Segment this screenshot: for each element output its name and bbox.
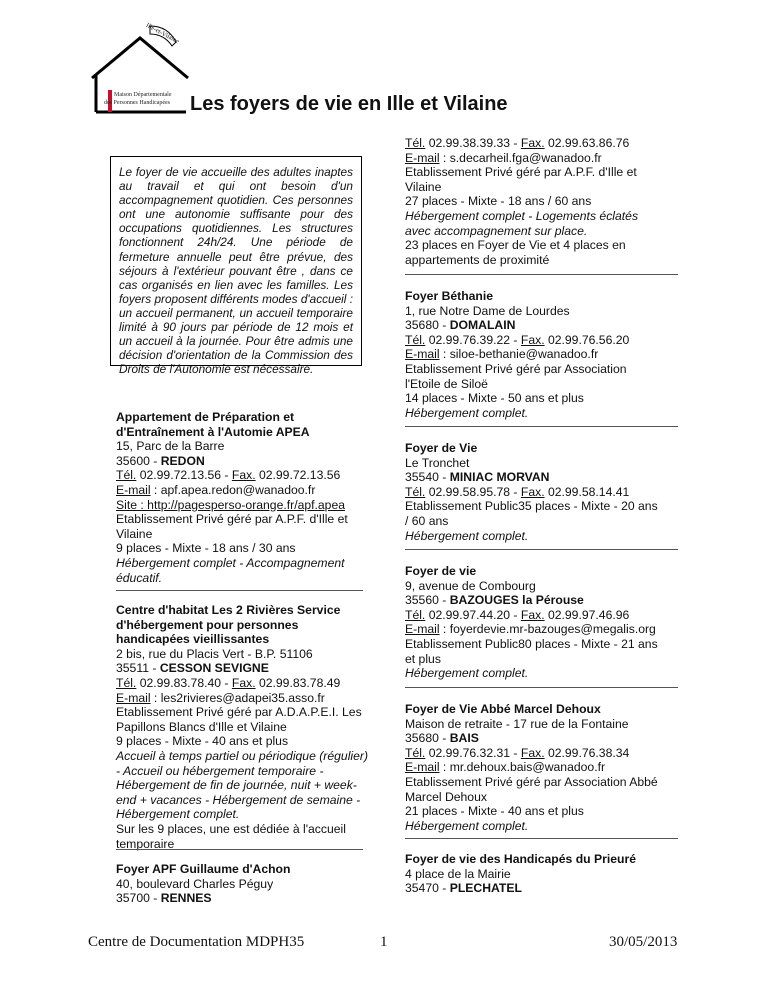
divider bbox=[405, 687, 678, 688]
entry-hebergement: Hébergement complet - Accompagnement bbox=[116, 555, 345, 570]
entry-city-line: 35680 - DOMALAIN bbox=[405, 318, 516, 333]
entry-apea bbox=[116, 410, 368, 585]
entry-hebergement: Hébergement complet. bbox=[116, 807, 240, 822]
entry-email-line: E-mail : s.decarheil.fga@wanadoo.fr bbox=[405, 150, 602, 165]
entry-name: Foyer Béthanie bbox=[405, 289, 494, 303]
entry-status: Etablissement Privé géré par A.P.F. d'Ille et bbox=[405, 165, 637, 180]
footer-date: 30/05/2013 bbox=[609, 934, 678, 950]
entry-note: temporaire bbox=[116, 836, 175, 851]
entry-address: Maison de retraite - 17 rue de la Fontaine bbox=[405, 716, 629, 731]
fax-label: Fax. bbox=[520, 607, 545, 622]
entry-address: 15, Parc de la Barre bbox=[116, 439, 225, 454]
entry-name: handicapées vieillissantes bbox=[116, 632, 270, 647]
entry-address: 40, boulevard Charles Péguy bbox=[116, 876, 274, 891]
entry-bethanie bbox=[405, 289, 680, 420]
footer-page-number: 1 bbox=[380, 934, 388, 950]
fax-label: Fax. bbox=[231, 468, 256, 483]
entry-address: Le Tronchet bbox=[405, 455, 470, 470]
tel-label: Tél. bbox=[405, 745, 426, 760]
entry-address: 4 place de la Mairie bbox=[405, 866, 511, 881]
fax-label: Fax. bbox=[231, 675, 256, 690]
logo-text-line1: Maison Départementale bbox=[114, 92, 172, 98]
entry-phone-line: Tél. 02.99.76.32.31 - Fax. 02.99.76.38.34 bbox=[405, 745, 630, 760]
entry-status: / 60 ans bbox=[405, 513, 449, 528]
tel-label: Tél. bbox=[405, 484, 426, 499]
entry-hebergement: Hébergement complet. bbox=[405, 528, 529, 543]
entry-phone-line: Tél. 02.99.72.13.56 - Fax. 02.99.72.13.56 bbox=[116, 468, 341, 483]
email-link[interactable]: E-mail bbox=[405, 347, 440, 362]
intro-text: Le foyer de vie accueille des adultes inaptes au travail et qui ont besoin d'un accompagnement quotidien. Ces personnes ont une autonomie suffisante pour des occupations quotidiennes. Les structures fonctionnent 24h/24. Une période de fermeture annuelle peut être prévue, des séjours à l'extérieur pouvant être , dans ce cas organisés en lien avec les familles. Les foyers proposent différents modes d'accueil : un accueil permanent, un accueil temporaire limité à 90 jours par période de 12 mois et un accueil à la journée. Pour être admis une décision d'orientation de la Commission des Droits de l'Autonomie est nécessaire. bbox=[119, 165, 353, 377]
entry-status: Etablissement Privé géré par A.D.A.P.E.I. Les bbox=[116, 705, 362, 720]
entry-status: Papillons Blancs d'Ille et Vilaine bbox=[116, 719, 287, 734]
entry-status: Etablissement Privé géré par Association bbox=[405, 361, 627, 376]
entry-places: 21 places - Mixte - 40 ans et plus bbox=[405, 804, 584, 819]
entry-name: Foyer de vie des Handicapés du Prieuré bbox=[405, 852, 636, 866]
entry-phone-line: Tél. 02.99.83.78.40 - Fax. 02.99.83.78.49 bbox=[116, 675, 341, 690]
entry-places: 27 places - Mixte - 18 ans / 60 ans bbox=[405, 194, 592, 209]
entry-status: Etablissement Public35 places - Mixte - 20 ans bbox=[405, 499, 658, 514]
entry-name: Foyer APF Guillaume d'Achon bbox=[116, 862, 291, 876]
entry-hebergement: Hébergement complet - Logements éclatés bbox=[405, 208, 639, 223]
tel-label: Tél. bbox=[405, 607, 426, 622]
entry-name: d'Entraînement à l'Automie APEA bbox=[116, 424, 310, 439]
mdph-logo bbox=[88, 20, 196, 116]
email-link[interactable]: E-mail bbox=[116, 482, 151, 497]
tel-label: Tél. bbox=[405, 332, 426, 347]
divider bbox=[405, 274, 678, 275]
entry-hebergement: Hébergement complet. bbox=[405, 666, 529, 681]
entry-city: REDON bbox=[160, 453, 205, 468]
entry-city-line: 35511 - CESSON SEVIGNE bbox=[116, 661, 269, 676]
entry-city: RENNES bbox=[160, 891, 212, 906]
entry-city-line: 35600 - REDON bbox=[116, 453, 205, 468]
page-title: Les foyers de vie en Ille et Vilaine bbox=[190, 93, 508, 115]
fax-label: Fax. bbox=[520, 484, 545, 499]
entry-phone-line: Tél. 02.99.76.39.22 - Fax. 02.99.76.56.20 bbox=[405, 332, 630, 347]
entry-miniac bbox=[405, 441, 680, 543]
entry-achon-cont bbox=[405, 136, 680, 267]
entry-bazouges bbox=[405, 564, 680, 681]
fax-label: Fax. bbox=[520, 136, 545, 150]
entry-city-line: 35540 - MINIAC MORVAN bbox=[405, 470, 550, 485]
entry-note: Sur les 9 places, une est dédiée à l'accueil bbox=[116, 821, 346, 836]
entry-hebergement: end + vacances - Hébergement de semaine - bbox=[116, 792, 361, 807]
entry-city: BAZOUGES la Pérouse bbox=[449, 593, 584, 608]
divider bbox=[116, 590, 363, 591]
entry-places: 9 places - Mixte - 40 ans et plus bbox=[116, 734, 289, 749]
entry-address: 1, rue Notre Dame de Lourdes bbox=[405, 303, 570, 318]
email-link[interactable]: E-mail bbox=[405, 760, 440, 775]
entry-name: Centre d'habitat Les 2 Rivières Service bbox=[116, 603, 341, 617]
entry-places: 9 places - Mixte - 18 ans / 30 ans bbox=[116, 541, 296, 556]
entry-status: et plus bbox=[405, 651, 441, 666]
entry-note: appartements de proximité bbox=[405, 252, 550, 267]
entry-note: 23 places en Foyer de Vie et 4 places en bbox=[405, 238, 626, 253]
entry-status: Etablissement Privé géré par A.P.F. d'Ille et bbox=[116, 512, 348, 527]
entry-city: BAIS bbox=[449, 731, 479, 746]
entry-status: Vilaine bbox=[405, 179, 442, 194]
entry-bais bbox=[405, 702, 680, 833]
email-link[interactable]: E-mail bbox=[405, 150, 440, 165]
divider bbox=[116, 849, 363, 850]
entry-city-line: 35560 - BAZOUGES la Pérouse bbox=[405, 593, 584, 608]
entry-email-line: E-mail : foyerdevie.mr-bazouges@megalis.org bbox=[405, 622, 656, 637]
entry-city: MINIAC MORVAN bbox=[449, 470, 550, 485]
entry-name: Appartement de Préparation et bbox=[116, 410, 295, 424]
entry-site-line bbox=[116, 498, 368, 513]
entry-email-line: E-mail : apf.apea.redon@wanadoo.fr bbox=[116, 482, 316, 497]
entry-name: Foyer de vie bbox=[405, 564, 477, 578]
footer-source: Centre de Documentation MDPH35 bbox=[88, 934, 305, 950]
entry-hebergement: éducatif. bbox=[116, 570, 163, 585]
entry-email-line: E-mail : mr.dehoux.bais@wanadoo.fr bbox=[405, 760, 606, 775]
entry-hebergement: Hébergement complet. bbox=[405, 818, 529, 833]
entry-city: PLECHATEL bbox=[449, 881, 522, 896]
email-link[interactable]: E-mail bbox=[116, 690, 151, 705]
tel-label: Tél. bbox=[405, 136, 426, 150]
entry-email-line: E-mail : les2rivieres@adapei35.asso.fr bbox=[116, 690, 325, 705]
fax-label: Fax. bbox=[520, 745, 545, 760]
entry-achon bbox=[116, 862, 368, 906]
entry-phone-line: Tél. 02.99.38.39.33 - Fax. 02.99.63.86.76 bbox=[405, 136, 630, 150]
site-link[interactable]: Site bbox=[116, 497, 138, 512]
entry-status: Vilaine bbox=[116, 526, 153, 541]
entry-city-line: 35680 - BAIS bbox=[405, 731, 479, 746]
entry-address: 9, avenue de Combourg bbox=[405, 578, 536, 593]
entry-status: l'Etoile de Siloë bbox=[405, 376, 488, 391]
entry-status: Etablissement Privé géré par Association Abbé bbox=[405, 774, 658, 789]
entry-plechatel bbox=[405, 852, 680, 896]
email-link[interactable]: E-mail bbox=[405, 622, 440, 637]
entry-name: Foyer de Vie bbox=[405, 441, 478, 455]
entry-name: d'hébergement pour personnes bbox=[116, 617, 299, 632]
entry-status: Etablissement Public80 places - Mixte - 21 ans bbox=[405, 636, 658, 651]
entry-status: Marcel Dehoux bbox=[405, 789, 487, 804]
entry-email-line: E-mail : siloe-bethanie@wanadoo.fr bbox=[405, 347, 599, 362]
tel-label: Tél. bbox=[116, 675, 137, 690]
site-url[interactable]: : http://pagesperso-orange.fr/apf.apea bbox=[137, 497, 346, 512]
intro-box bbox=[110, 156, 362, 377]
entry-city-line: 35700 - RENNES bbox=[116, 891, 212, 906]
entry-address: 2 bis, rue du Placis Vert - B.P. 51106 bbox=[116, 646, 313, 661]
entry-hebergement: Hébergement de fin de journée, nuit + week- bbox=[116, 778, 357, 793]
divider bbox=[405, 838, 678, 839]
logo-text-line2: des Personnes Handicapées bbox=[104, 100, 170, 106]
entry-hebergement: avec accompagnement sur place. bbox=[405, 223, 588, 238]
entry-places: 14 places - Mixte - 50 ans et plus bbox=[405, 391, 584, 406]
entry-city: CESSON SEVIGNE bbox=[159, 661, 269, 676]
entry-hebergement: Hébergement complet. bbox=[405, 405, 529, 420]
entry-cesson bbox=[116, 603, 368, 851]
tel-label: Tél. bbox=[116, 468, 137, 483]
entry-name: Foyer de Vie Abbé Marcel Dehoux bbox=[405, 702, 601, 716]
entry-phone-line: Tél. 02.99.58.95.78 - Fax. 02.99.58.14.41 bbox=[405, 484, 630, 499]
entry-hebergement: - Accueil ou hébergement temporaire - bbox=[116, 763, 324, 778]
entry-phone-line: Tél. 02.99.97.44.20 - Fax. 02.99.97.46.96 bbox=[405, 607, 630, 622]
logo-badge: Ille-et-Vilaine bbox=[144, 22, 181, 46]
fax-label: Fax. bbox=[520, 332, 545, 347]
divider bbox=[405, 549, 678, 550]
entry-city: DOMALAIN bbox=[449, 318, 516, 333]
divider bbox=[405, 426, 678, 427]
entry-hebergement: Accueil à temps partiel ou périodique (régulier) bbox=[116, 748, 369, 763]
entry-city-line: 35470 - PLECHATEL bbox=[405, 881, 522, 896]
